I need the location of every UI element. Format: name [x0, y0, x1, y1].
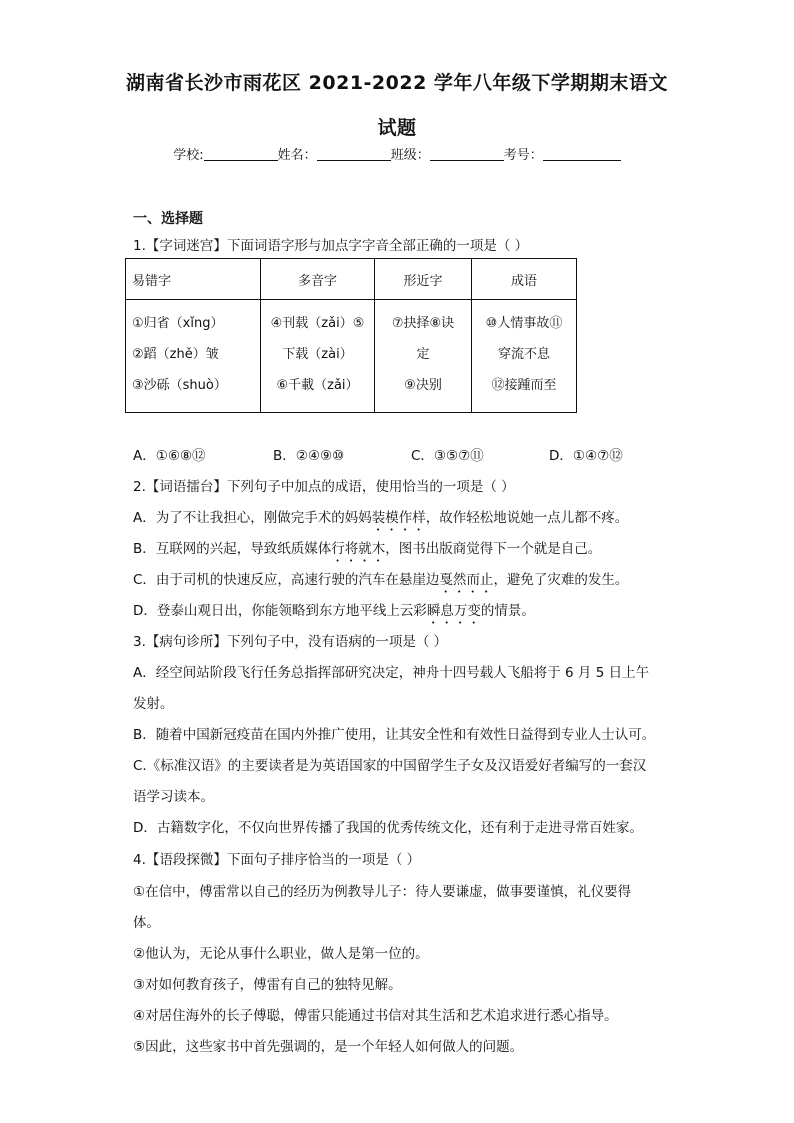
name-blank[interactable] — [317, 147, 391, 161]
cell-line: 定 — [416, 347, 430, 362]
table-cell-similar-characters — [375, 300, 472, 413]
dotted-idiom: 装模作样 — [371, 510, 426, 526]
q3-option-d[interactable]: D．古籍数字化，不仅向世界传播了我国的优秀传统文化，还有利于走进寻常百姓家。 — [133, 820, 643, 836]
q4-sentence-1-cont: 体。 — [133, 915, 160, 931]
section-title: 一、选择题 — [133, 211, 203, 227]
option-text: D．登泰山观日出，你能领略到东方地平线上云彩 — [133, 603, 427, 619]
q4-sentence-5: ⑤因此，这些家书中首先强调的，是一个年轻人如何做人的问题。 — [133, 1039, 524, 1055]
cell-line: ⑩人情事故⑪ — [485, 316, 563, 331]
dotted-idiom: 戛然而止 — [439, 572, 494, 588]
student-info-line — [0, 144, 794, 163]
q1-option-d[interactable]: D．①④⑦⑫ — [549, 448, 623, 464]
dotted-idiom: 行将就木 — [331, 541, 386, 557]
cell-line: ⑦抉择⑧诀 — [391, 316, 455, 331]
cell-line: ⑨决别 — [404, 378, 442, 393]
option-text: 的情景。 — [480, 603, 535, 619]
option-text: ，避免了灾难的发生。 — [493, 572, 629, 588]
table-cell-error-prone-words — [126, 300, 261, 413]
cell-line: ③沙砾（shuò） — [132, 378, 227, 393]
q2-option-a[interactable] — [133, 506, 628, 534]
cell-line: ⑥千載（zǎi） — [276, 378, 359, 393]
q3-option-b[interactable]: B．随着中国新冠疫苗在国内外推广使用，让其安全性和有效性日益得到专业人士认可。 — [133, 727, 656, 743]
name-label: 姓名： — [277, 148, 317, 163]
q2-option-c[interactable] — [133, 568, 628, 596]
q2-stem: 2.【词语擂台】下列句子中加点的成语，使用恰当的一项是（ ） — [133, 479, 515, 495]
table-header-cell: 形近字 — [375, 259, 472, 300]
option-text: C．由于司机的快速反应，高速行驶的汽车在悬崖边 — [133, 572, 440, 588]
option-text: ，故作轻松地说她一点儿都不疼。 — [425, 510, 629, 526]
table-cell-polyphones — [261, 300, 375, 413]
q3-stem: 3.【病句诊所】下列句子中，没有语病的一项是（ ） — [133, 634, 448, 650]
table-cell-idioms — [472, 300, 577, 413]
cell-line: ④刊载（zǎi）⑤ — [270, 316, 365, 331]
q2-option-d[interactable] — [133, 599, 535, 627]
exam-title-line-1: 湖南省长沙市雨花区 2021-2022 学年八年级下学期期末语文 — [126, 72, 668, 94]
exam-number-blank[interactable] — [543, 147, 621, 161]
q1-option-c[interactable]: C．③⑤⑦⑪ — [411, 448, 484, 464]
exam-title-line-2: 试题 — [377, 117, 417, 139]
exam-number-label: 考号： — [503, 148, 543, 163]
q4-sentence-3: ③对如何教育孩子，傅雷有自己的独特见解。 — [133, 977, 402, 993]
dotted-idiom: 瞬息万变 — [426, 603, 481, 619]
school-label: 学校: — [173, 148, 204, 163]
q3-option-c[interactable]: C.《标准汉语》的主要读者是为英语国家的中国留学生子女及汉语爱好者编写的一套汉 — [133, 758, 647, 774]
cell-line: 穿流不息 — [497, 347, 550, 362]
option-text: A．为了不让我担心，刚做完手术的妈妈 — [133, 510, 372, 526]
table-header-cell: 成语 — [472, 259, 577, 300]
q4-sentence-4: ④对居住海外的长子傅聪，傅雷只能通过书信对其生活和艺术追求进行悉心指导。 — [133, 1008, 618, 1024]
cell-line: ①归省（xǐng） — [132, 316, 224, 331]
q1-stem: 1.【字词迷宫】下面词语字形与加点字字音全部正确的一项是（ ） — [133, 238, 529, 254]
q4-sentence-2: ②他认为，无论从事什么职业，做人是第一位的。 — [133, 946, 429, 962]
q4-sentence-1: ①在信中，傅雷常以自己的经历为例教导儿子：待人要谦虚，做事要谨慎，礼仪要得 — [133, 884, 632, 900]
q3-option-c-cont: 语学习读本。 — [133, 789, 214, 805]
q4-stem: 4.【语段探微】下面句子排序恰当的一项是（ ） — [133, 852, 421, 868]
q2-option-b[interactable] — [133, 537, 601, 565]
option-text: ，图书出版商觉得下一个就是自己。 — [385, 541, 602, 557]
q1-table — [125, 258, 577, 413]
q3-option-a-cont: 发射。 — [133, 696, 174, 712]
cell-line: ②蹈（zhě）皱 — [132, 347, 219, 362]
table-header-cell: 易错字 — [126, 259, 261, 300]
cell-line: 下载（zài） — [282, 347, 353, 362]
class-label: 班级： — [390, 148, 430, 163]
q3-option-a[interactable]: A．经空间站阶段飞行任务总指挥部研究决定，神舟十四号载人飞船将于 6 月 5 日上午 — [133, 665, 650, 681]
school-blank[interactable] — [204, 147, 278, 161]
q1-option-a[interactable]: A．①⑥⑧⑫ — [133, 448, 206, 464]
class-blank[interactable] — [430, 147, 504, 161]
cell-line: ⑫接踵而至 — [491, 378, 557, 393]
table-header-cell: 多音字 — [261, 259, 375, 300]
q1-option-b[interactable]: B．②④⑨⑩ — [273, 448, 345, 464]
option-text: B．互联网的兴起，导致纸质媒体 — [133, 541, 332, 557]
